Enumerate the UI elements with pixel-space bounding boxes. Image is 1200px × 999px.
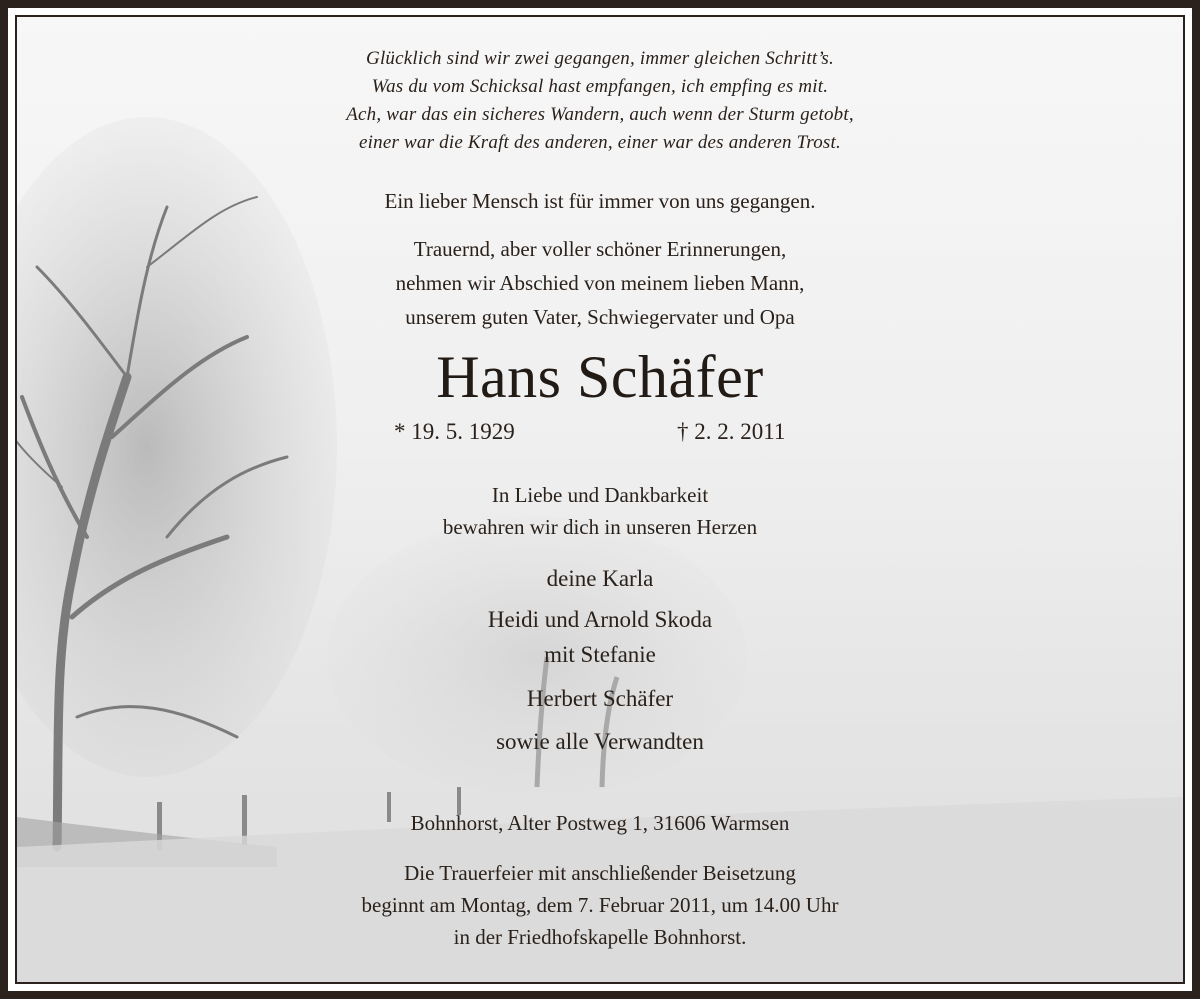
farewell-line-2: nehmen wir Abschied von meinem lieben Mann,: [395, 271, 805, 295]
poem-line-2: Was du vom Schicksal hast empfangen, ich empfing es mit.: [371, 76, 829, 97]
intro-line: Ein lieber Mensch ist für immer von uns gegangen.: [384, 189, 816, 213]
notice-content: [17, 17, 1183, 982]
service-line-1: Die Trauerfeier mit anschließender Beisetzung: [404, 861, 796, 885]
mourner-grandchild: mit Stefanie: [544, 642, 656, 667]
farewell-line-1: Trauernd, aber voller schöner Erinnerungen,: [413, 237, 787, 261]
deceased-name: Hans Schäfer: [436, 344, 764, 410]
gratitude-line-2: bewahren wir dich in unseren Herzen: [442, 515, 758, 539]
mourner-wife: deine Karla: [546, 566, 654, 591]
death-date: † 2. 2. 2011: [677, 419, 786, 444]
gratitude-line-1: In Liebe und Dankbarkeit: [491, 483, 709, 507]
mourner-relatives: sowie alle Verwandten: [496, 729, 704, 754]
notice-inner-frame: [15, 15, 1185, 984]
poem-line-3: Ach, war das ein sicheres Wandern, auch wenn der Sturm getobt,: [346, 104, 854, 125]
poem-line-4: einer war die Kraft des anderen, einer war des anderen Trost.: [359, 132, 841, 153]
mourner-children-1: Heidi und Arnold Skoda: [487, 607, 713, 632]
birth-date: * 19. 5. 1929: [394, 419, 515, 444]
service-line-3: in der Friedhofskapelle Bohnhorst.: [453, 925, 747, 949]
mourner-children-2: Herbert Schäfer: [526, 686, 674, 711]
farewell-line-3: unserem guten Vater, Schwiegervater und Opa: [405, 305, 795, 329]
address-line: Bohnhorst, Alter Postweg 1, 31606 Warmsen: [410, 811, 790, 835]
service-line-2: beginnt am Montag, dem 7. Februar 2011, um 14.00 Uhr: [361, 893, 839, 917]
poem-line-1: Glücklich sind wir zwei gegangen, immer gleichen Schritt’s.: [366, 48, 834, 69]
